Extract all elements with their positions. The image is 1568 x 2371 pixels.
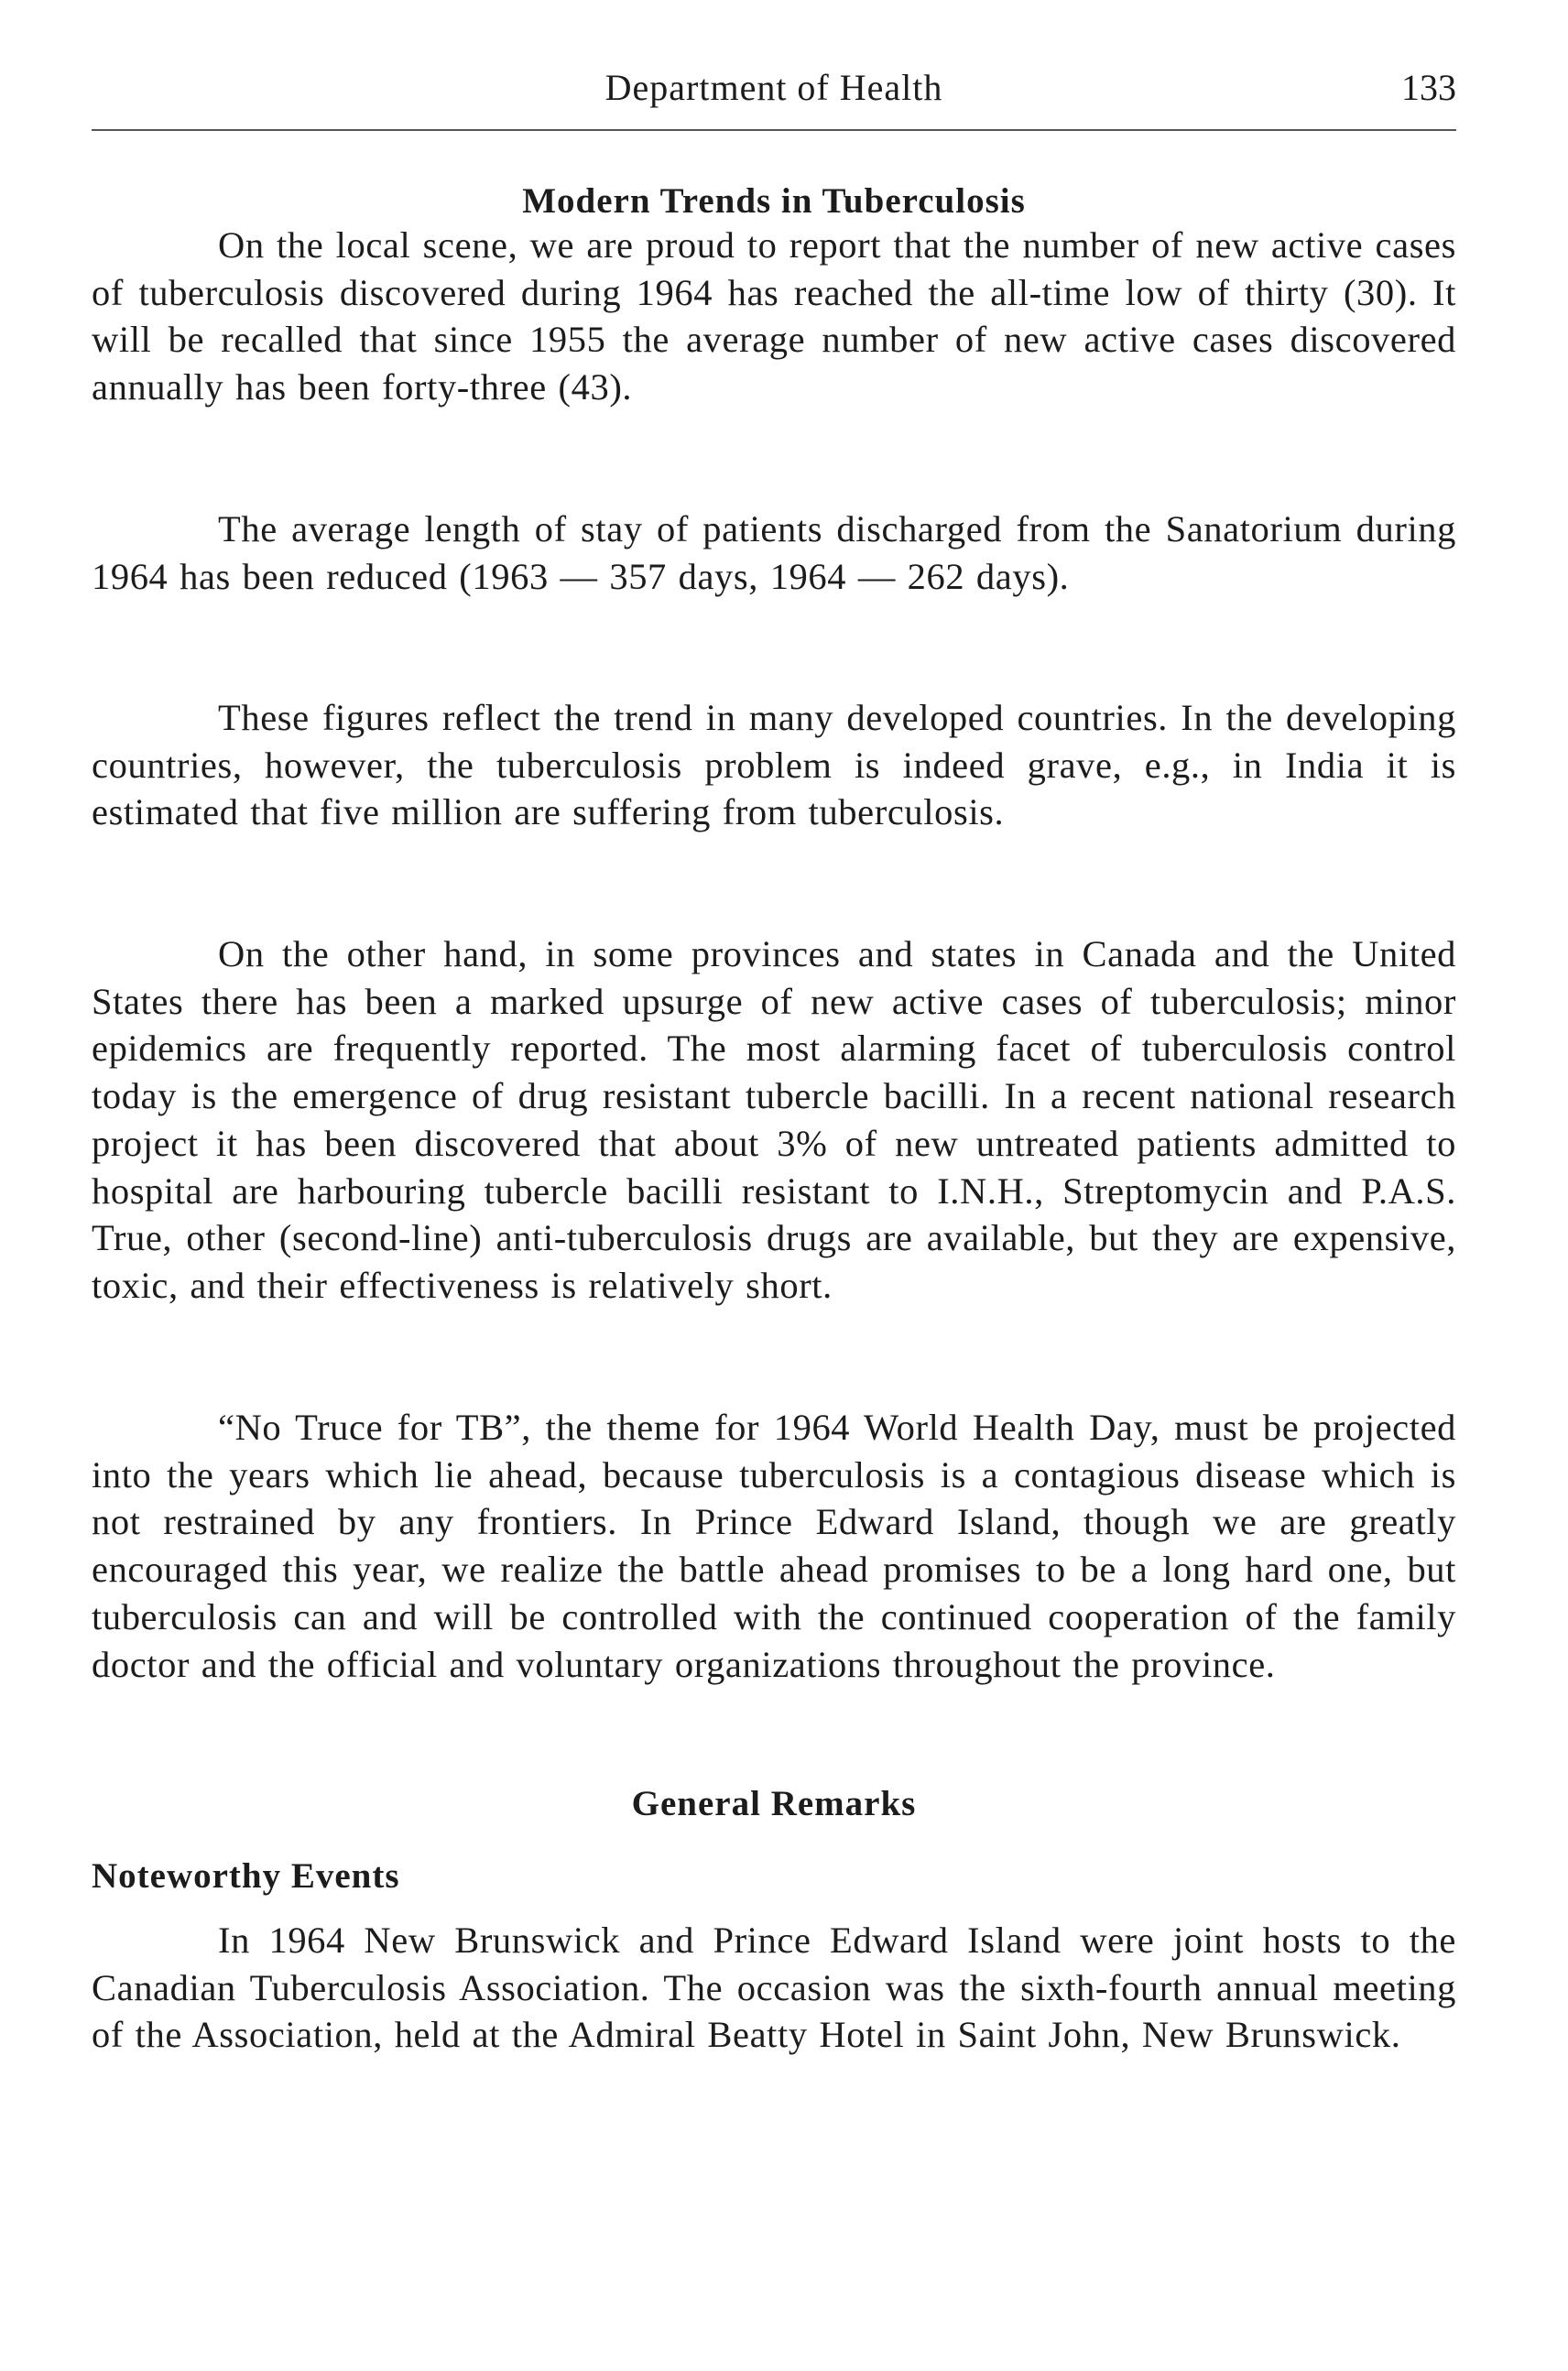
- subheading-noteworthy-events: Noteworthy Events: [92, 1856, 400, 1896]
- page-number: 133: [1401, 67, 1456, 108]
- paragraph-length-of-stay: The average length of stay of patients discharged from the Sanatorium during 1964 has been reduced (1963 — 357 days, 1964 — 262 days).: [92, 508, 1456, 597]
- header-title: Department of Health: [604, 67, 943, 108]
- paragraph-noteworthy-events: In 1964 New Brunswick and Prince Edward Island were joint hosts to the Canadian Tuberculosis Association. The occasion was the sixth-fourth annual meeting of the Association, held at the Admiral Beatty Hotel in Saint John, New Brunswick.: [92, 1920, 1456, 2056]
- paragraph-drug-resistance: On the other hand, in some provinces and states in Canada and the United States there has been a marked upsurge of new active cases of tuberculosis; minor epidemics are frequently reported. The most alarming facet of tuberculosis control today is the emergence of drug resistant tubercle bacilli. In a recent national research project it has been discovered that about 3% of new untreated patients admitted to hospital are harbouring tubercle bacilli resistant to I.N.H., Streptomycin and P.A.S. True, other (second-line) anti-tuberculosis drugs are available, but they are expensive, toxic, and their effectiveness is relatively short.: [92, 933, 1456, 1306]
- section-heading-tuberculosis: Modern Trends in Tuberculosis: [522, 181, 1026, 221]
- header-rule: [92, 129, 1456, 131]
- running-header: [92, 66, 1456, 121]
- paragraph-no-truce: “No Truce for TB”, the theme for 1964 World Health Day, must be projected into the years which lie ahead, because tuberculosis is a contagious disease which is not restrained by any frontiers. In Prince Edward Island, though we are greatly encouraged this year, we realize the battle ahead promises to be a long hard one, but tuberculosis can and will be controlled with the continued cooperation of the family doctor and the official and voluntary organizations throughout the province.: [92, 1407, 1456, 1685]
- section-heading-general-remarks: General Remarks: [631, 1784, 917, 1823]
- paragraph-local-scene: On the local scene, we are proud to report that the number of new active cases of tuberculosis discovered during 1964 has reached the all-time low of thirty (30). It will be recalled that since 1955 the average number of new active cases discovered annually has been forty-three (43).: [92, 224, 1456, 408]
- paragraph-developing-countries: These figures reflect the trend in many developed countries. In the developing countries, however, the tuberculosis problem is indeed grave, e.g., in India it is estimated that five million are suffering from tuberculosis.: [92, 697, 1456, 833]
